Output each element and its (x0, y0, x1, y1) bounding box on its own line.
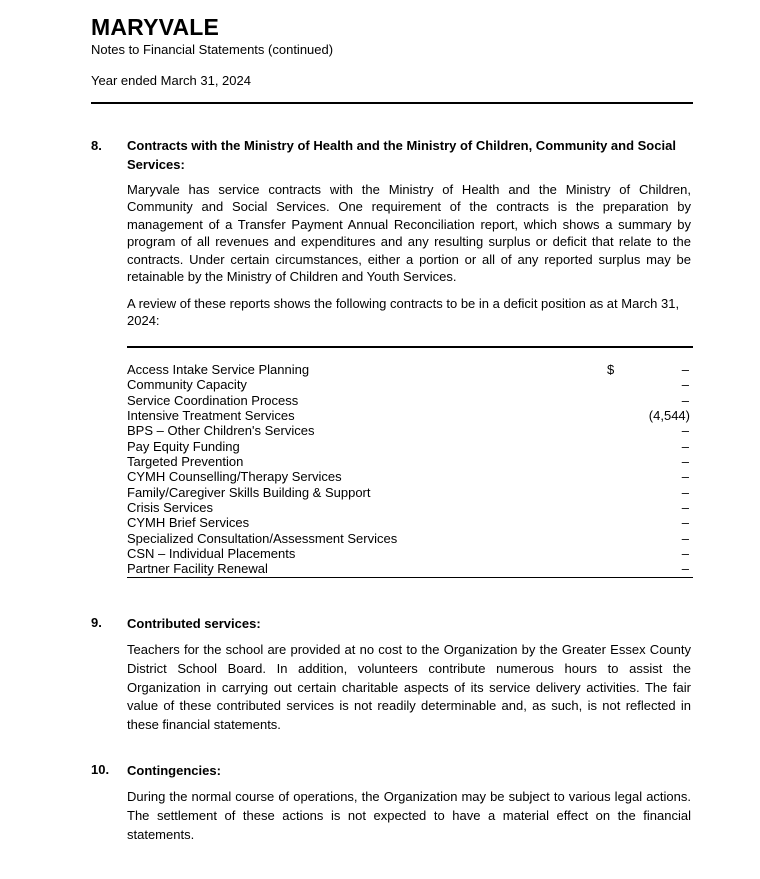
note-9-number: 9. (91, 615, 102, 630)
contract-deficit-value: – (681, 530, 689, 546)
table-bottom-rule (127, 577, 693, 578)
contract-deficit-value: – (681, 469, 689, 485)
contract-name: Specialized Consultation/Assessment Services (127, 530, 398, 546)
table-row (127, 546, 693, 561)
fiscal-year: Year ended March 31, 2024 (91, 73, 251, 88)
note-8-title: Contracts with the Ministry of Health and the Ministry of Children, Community and Social Services: (127, 138, 676, 172)
contract-name: CYMH Counselling/Therapy Services (127, 469, 342, 485)
contract-deficit-value: – (681, 500, 689, 516)
contract-name: Intensive Treatment Services (127, 408, 295, 424)
table-row (127, 531, 693, 546)
contract-name: Service Coordination Process (127, 392, 299, 408)
note-10-title: Contingencies: (127, 763, 221, 778)
table-row (127, 408, 693, 423)
note-9-title: Contributed services: (127, 616, 261, 631)
contract-name: Pay Equity Funding (127, 438, 240, 454)
contract-name: Crisis Services (127, 500, 213, 516)
note-8-paragraph-1: Maryvale has service contracts with the Ministry of Health and the Ministry of Children, Community and Social Services. One requirement of the contracts is the preparation by management of a Transfer Payment Annual Reconciliation report, which shows a summary by program of all revenues and expenditures and any resulting surplus or deficit that relate to the contracts. Under certain circumstances, either a portion or all of any reported surplus may be retainable by the Ministry of Children and Youth Services. (127, 182, 691, 285)
table-row (127, 439, 693, 454)
contract-name: CSN – Individual Placements (127, 546, 296, 562)
table-row (127, 423, 693, 438)
header-rule (91, 102, 693, 104)
contract-deficit-value: – (681, 515, 689, 531)
contract-name: Partner Facility Renewal (127, 561, 268, 577)
page-header (91, 14, 693, 89)
table-row (127, 515, 693, 530)
contract-name: Family/Caregiver Skills Building & Support (127, 484, 371, 500)
table-row (127, 454, 693, 469)
document-subtitle: Notes to Financial Statements (continued) (91, 42, 334, 57)
contract-deficit-value: – (681, 392, 689, 408)
note-9-paragraph: Teachers for the school are provided at no cost to the Organization by the Greater Essex County District School Board. In addition, volunteers contribute numerous hours to assist the Organization in carrying out certain charitable aspects of its service delivery activities. The fair value of these contributed services is not readily determinable and, as such, is not reflected in these financial statements. (127, 642, 691, 733)
deficit-contracts-table (127, 362, 693, 577)
contract-deficit-value: – (681, 546, 689, 562)
contract-name: Access Intake Service Planning (127, 362, 310, 377)
table-row (127, 393, 693, 408)
table-row (127, 362, 693, 377)
contract-deficit-value: – (681, 484, 689, 500)
contract-deficit-value: – (681, 423, 689, 439)
contract-name: BPS – Other Children's Services (127, 423, 315, 439)
table-row (127, 377, 693, 392)
contract-deficit-value: – (681, 438, 689, 454)
currency-symbol: $ (607, 362, 615, 377)
contract-deficit-value: (4,544) (648, 408, 690, 424)
contract-deficit-value: – (681, 362, 689, 377)
contract-deficit-value: – (681, 454, 689, 470)
table-top-rule (127, 346, 693, 348)
note-10-number: 10. (91, 762, 110, 777)
contract-name: CYMH Brief Services (127, 515, 250, 531)
table-row (127, 469, 693, 484)
organization-name: MARYVALE (91, 14, 220, 40)
note-10-paragraph: During the normal course of operations, the Organization may be subject to various legal actions. The settlement of these actions is not expected to have a material effect on the financial statements. (127, 789, 691, 842)
table-row (127, 500, 693, 515)
table-row (127, 485, 693, 500)
contract-deficit-value: – (681, 561, 689, 577)
note-8-number: 8. (91, 138, 102, 153)
table-row (127, 561, 693, 576)
contract-name: Targeted Prevention (127, 454, 244, 470)
contract-deficit-value: – (681, 377, 689, 393)
contract-name: Community Capacity (127, 377, 247, 393)
note-8-paragraph-2: A review of these reports shows the following contracts to be in a deficit position as at March 31, 2024: (127, 296, 680, 329)
